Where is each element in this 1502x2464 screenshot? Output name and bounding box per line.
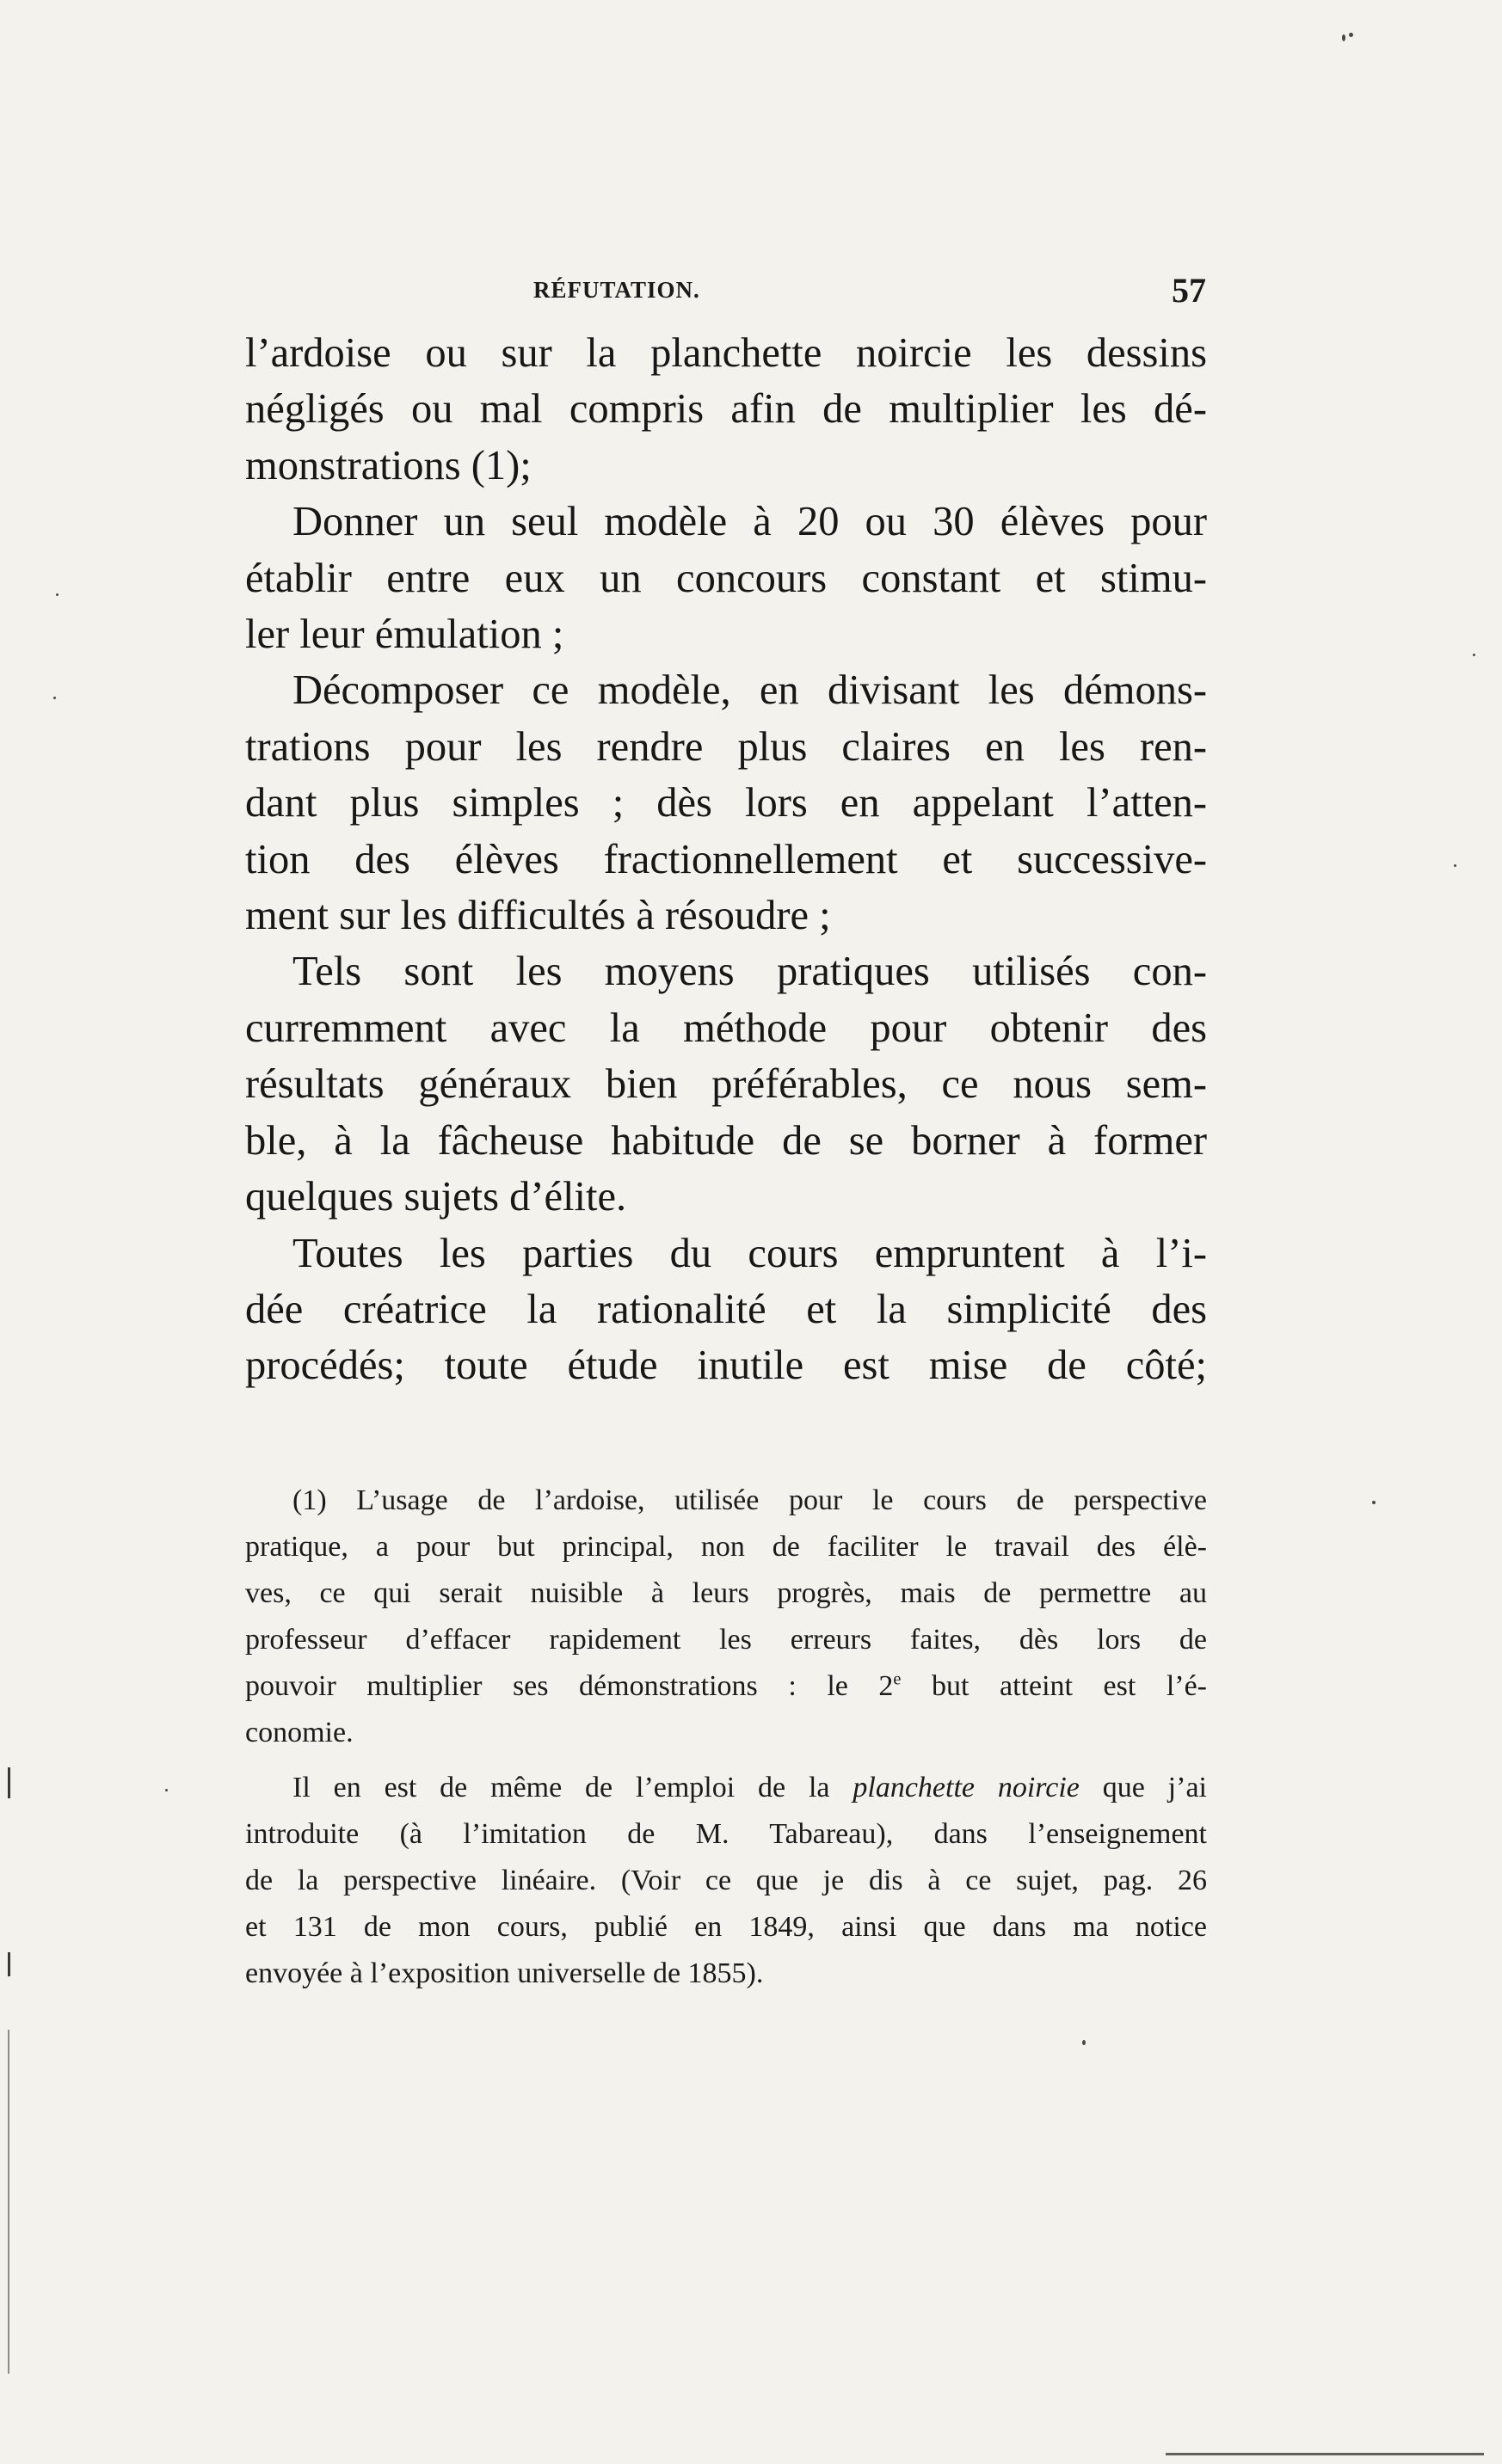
main-text: [245, 325, 1207, 1394]
text-line: résultats généraux bien préférables, ce nous sem-: [245, 1061, 1207, 1108]
footnote-line: envoyée à l’exposition universelle de 1855).: [245, 1957, 764, 1989]
footnote-superscript: e: [893, 1669, 902, 1689]
text-line: tion des élèves fractionnellement et successive-: [245, 836, 1207, 882]
scan-edge-mark: [8, 2030, 9, 2374]
scan-speck: [1372, 1501, 1376, 1504]
footnote-line: conomie.: [245, 1717, 354, 1748]
page-header: [439, 271, 1206, 311]
scan-edge-mark: [8, 1952, 10, 1976]
text-line: procédés; toute étude inutile est mise de côté;: [245, 1343, 1207, 1389]
footnote-line: [245, 1765, 1207, 1811]
footnote-text: Il en est de même de l’emploi de la: [292, 1772, 853, 1803]
footnote-text: pouvoir multiplier ses démonstrations : le 2: [245, 1670, 894, 1702]
scan-edge-mark: [8, 1767, 10, 1798]
text-line: ler leur émulation ;: [245, 611, 564, 658]
scan-speck: [1349, 33, 1353, 37]
text-line: ble, à la fâcheuse habitude de se borner à former: [245, 1117, 1207, 1164]
footnote-line: (1) L’usage de l’ardoise, utilisée pour le cours de perspective: [292, 1484, 1207, 1516]
scan-speck: [165, 1789, 168, 1791]
footnote-italic: planchette noircie: [853, 1772, 1080, 1803]
text-line: Toutes les parties du cours empruntent à l’i-: [292, 1230, 1207, 1276]
footnote-gap: [245, 1756, 1207, 1765]
text-line: monstrations (1);: [245, 442, 532, 488]
text-line: Tels sont les moyens pratiques utilisés con-: [292, 949, 1207, 995]
scan-edge-mark: [1166, 2453, 1484, 2455]
text-line: trations pour les rendre plus claires en les ren-: [245, 723, 1207, 770]
scan-speck: [1342, 34, 1345, 41]
text-line: négligés ou mal compris afin de multiplier les dé-: [245, 386, 1207, 433]
footnote-line: et 131 de mon cours, publié en 1849, ainsi que dans ma notice: [245, 1911, 1207, 1943]
text-line: Donner un seul modèle à 20 ou 30 élèves pour: [292, 499, 1207, 545]
scan-speck: [1082, 2040, 1086, 2045]
text-line: établir entre eux un concours constant et stimu-: [245, 555, 1207, 601]
footnote-line: pratique, a pour but principal, non de faciliter le travail des élè-: [245, 1531, 1207, 1563]
text-line: l’ardoise ou sur la planchette noircie les dessins: [245, 330, 1207, 376]
scan-speck: [1473, 654, 1475, 656]
text-line: quelques sujets d’élite.: [245, 1174, 627, 1220]
footnote-line: professeur d’effacer rapidement les erreurs faites, dès lors de: [245, 1624, 1207, 1656]
text-line: ment sur les difficultés à résoudre ;: [245, 893, 831, 939]
footnote-line: ves, ce qui serait nuisible à leurs progrès, mais de permettre au: [245, 1577, 1207, 1609]
footnote-line: [245, 1663, 1207, 1710]
page-number: 57: [1172, 271, 1206, 310]
footnote-line: de la perspective linéaire. (Voir ce que je dis à ce sujet, pag. 26: [245, 1865, 1207, 1896]
running-title: RÉFUTATION.: [533, 277, 700, 303]
footnote-line: introduite (à l’imitation de M. Tabareau), dans l’enseignement: [245, 1818, 1207, 1850]
text-line: Décomposer ce modèle, en divisant les démons-: [292, 667, 1207, 714]
text-line: curremment avec la méthode pour obtenir des: [245, 1005, 1207, 1051]
footnote-text: que j’ai: [1079, 1772, 1207, 1803]
footnotes: [245, 1478, 1207, 1997]
text-line: dant plus simples ; dès lors en appelant l’atten-: [245, 780, 1207, 826]
text-line: dée créatrice la rationalité et la simplicité des: [245, 1286, 1207, 1332]
scan-speck: [56, 593, 58, 596]
scan-speck: [53, 697, 56, 699]
scan-speck: [1454, 864, 1456, 867]
footnote-text: but atteint est l’é-: [901, 1670, 1207, 1702]
